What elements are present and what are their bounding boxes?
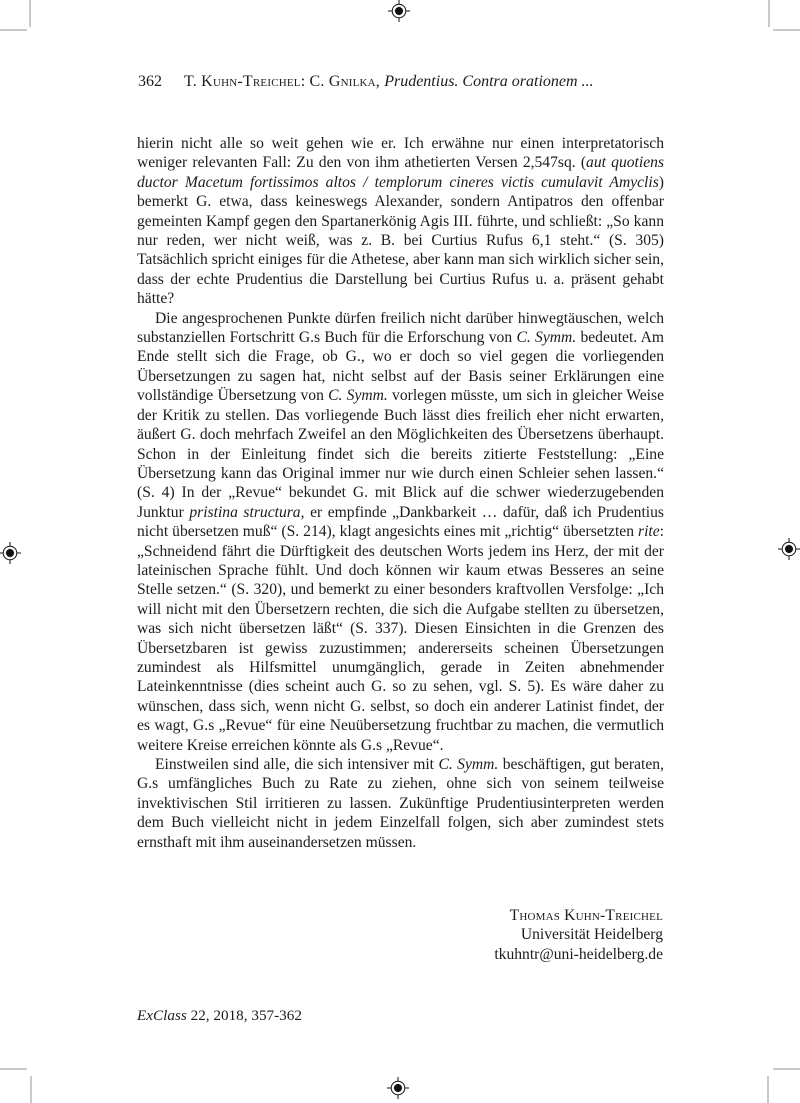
signature-name: Thomas Kuhn-Treichel (509, 907, 663, 924)
crop-mark-bottom-left-vertical (30, 1076, 32, 1103)
paragraph (137, 134, 664, 309)
italic-text-segment: pristina structura (189, 503, 301, 521)
running-title-work: Prudentius. Contra orationem ... (384, 73, 594, 90)
text-segment: hierin nicht alle so weit gehen wie er. Ich erwähne nur einen interpretatorisch weniger relevanten Fall: Zu den von ihm athetierten Versen 2,547sq. ( (137, 135, 664, 172)
text-segment: Die angesprochenen Punkte dürfen freilich nicht darüber hinwegtäuschen, welch substanziellen Fortschritt G.s Buch für die Erforschung von (137, 309, 664, 347)
text-segment: vorlegen müsste, um sich in gleicher Weise der Kritik zu stellen. Das vorliegende Buch lässt dies freilich eher nicht erwarten, äußert G. doch mehrfach Zweifel an den Möglichkeiten des Übersetzens überhaupt. Schon in der Einleitung findet sich die bereits zitierte Feststellung: „Eine Übersetzung kann das Original immer nur wie durch einen Schleier sehen lassen.“ (S. 4) In der „Revue“ bekundet G. mit Blick auf die schwer wiederzugebenden Junktur (137, 387, 664, 521)
paragraph (137, 755, 664, 852)
registration-mark-icon (777, 537, 800, 561)
page-number: 362 (138, 73, 162, 90)
text-segment: , er empfinde „Dankbarkeit … dafür, daß ich Prudentius nicht übersetzen muß“ (S. 214), klagt angesichts eines mit „richtig“ übersetzten (137, 503, 664, 541)
text-segment: Einstweilen sind alle, die sich intensiver mit (155, 756, 439, 773)
registration-mark-icon (387, 0, 411, 23)
italic-text-segment: aut quotiens ductor Macetum fortissimos altos / templorum cineres victis cumulavit Amyclis (137, 154, 664, 191)
registration-mark-icon (0, 541, 22, 565)
text-segment: : „Schneidend fährt die Dürftigkeit des deutschen Worts jedem ins Herz, der mit der lateinischen Sprache fühlt. Und doch können wir kaum etwas Besseres an seine Stelle setzen.“ (S. 320), und bemerkt zu einer besonders kraftvollen Versfolge: „Ich will nicht mit den Übersetzern rechten, die sich die Aufgabe stellten zu übersetzen, was sich nicht übersetzen läßt“ (S. 337). Diesen Einsichten in die Grenzen des Übersetzbaren ist gewiss zuzustimmen; andererseits scheinen Übersetzungen zumindest als Hilfsmittel unumgänglich, gerade in Zeiten abnehmender Lateinkenntnisse (dies scheint auch G. so zu sehen, vgl. S. 5). Es wäre daher zu wünschen, dass sich, wenn nicht G. selbst, so doch ein anderer Latinist findet, der es wagt, G.s „Revue“ für eine Neuübersetzung fruchtbar zu machen, die vermutlich weitere Kreise erreichen könnte als G.s „Revue“. (137, 523, 664, 754)
paragraph (137, 309, 664, 755)
registration-mark-icon (386, 1076, 410, 1100)
running-title-names: T. Kuhn-Treichel: C. Gnilka, (184, 73, 385, 90)
journal-citation (137, 1007, 302, 1025)
crop-mark-top-left-vertical (29, 0, 31, 27)
citation-details: 22, 2018, 357-362 (186, 1007, 302, 1024)
crop-mark-bottom-right-vertical (767, 1076, 769, 1103)
italic-text-segment: C. Symm. (328, 387, 388, 405)
crop-mark-bottom-left-horizontal (0, 1068, 27, 1070)
signature-affiliation: Universität Heidelberg (520, 926, 663, 944)
text-segment: ) bemerkt G. etwa, dass keineswegs Alexander, sondern Antipatros den offenbar gemeinten Kampf gegen den Spartanerkönig Agis III. führte, und schließt: „So kann nur reden, wer nicht weiß, was z. B. bei Curtius Rufus 6,1 steht.“ (S. 305) Tatsächlich spricht einiges für die Athetese, aber kann man sich wirklich sicher sein, dass der echte Prudentius die Darstellung bei Curtius Rufus u. a. präsent gehabt hätte? (137, 173, 664, 308)
crop-mark-bottom-right-horizontal (773, 1068, 800, 1070)
text-segment: beschäftigen, gut beraten, G.s umfängliches Buch zu Rate zu ziehen, ohne sich von seinem teilweise invektivischen Stil irritieren zu lassen. Zukünftige Prudentiusinterpreten werden dem Buch vielleicht nicht in jedem Einzelfall folgen, sich aber zumindest stets ernsthaft mit ihm auseinandersetzen müssen. (137, 756, 664, 851)
crop-mark-top-left-horizontal (0, 29, 27, 31)
text-segment: bedeutet. Am Ende stellt sich die Frage, ob G., wo er doch so viel gegen die vorliegenden Übersetzungen zu sagen hat, nicht selbst auf der Basis seiner Erklärungen eine vollständige Übersetzung von (137, 329, 664, 405)
article-body (137, 134, 664, 852)
italic-text-segment: C. Symm. (438, 756, 499, 773)
journal-name: ExClass (137, 1007, 187, 1024)
running-header (138, 73, 665, 91)
crop-mark-top-right-horizontal (773, 29, 800, 31)
signature-block (494, 906, 663, 964)
italic-text-segment: rite (638, 523, 660, 541)
signature-email: tkuhntr@uni-heidelberg.de (494, 945, 663, 963)
crop-mark-top-right-vertical (768, 0, 770, 27)
italic-text-segment: C. Symm. (516, 329, 577, 347)
